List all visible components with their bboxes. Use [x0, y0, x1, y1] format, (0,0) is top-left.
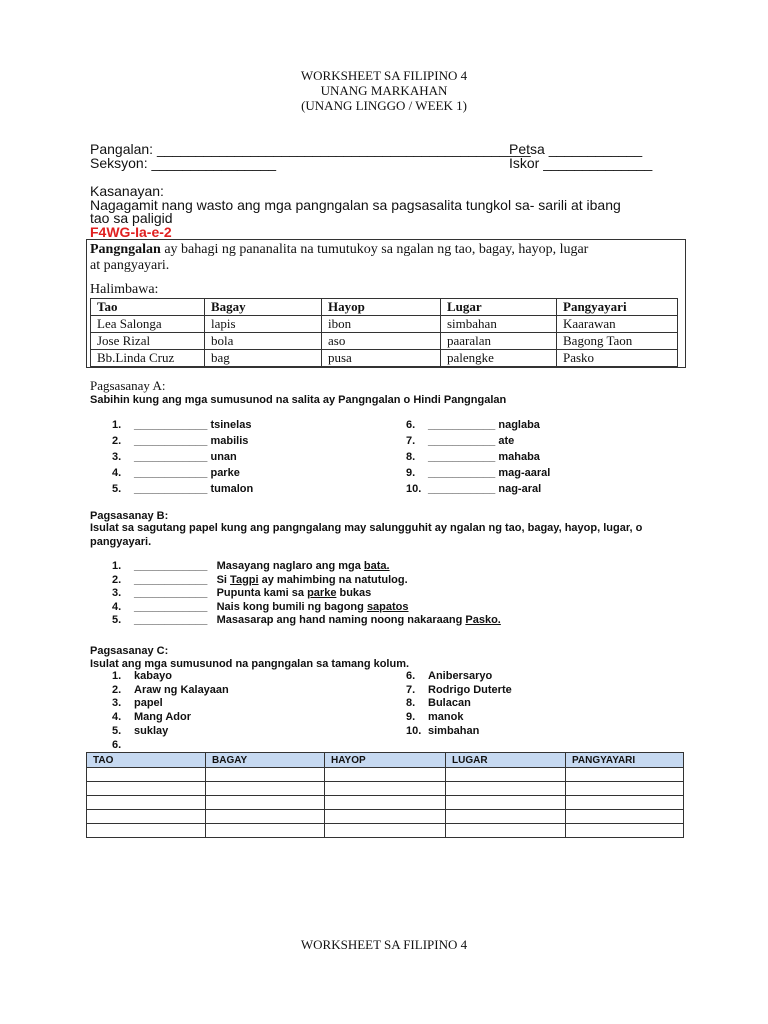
answer-cell[interactable]	[325, 824, 446, 838]
table-row	[87, 810, 684, 824]
answer-cell[interactable]	[446, 768, 566, 782]
list-item	[112, 670, 229, 684]
answer-cell[interactable]	[87, 782, 206, 796]
list-item	[406, 670, 512, 684]
kasanayan-label: Kasanayan:	[90, 183, 164, 199]
classification-header-cell: HAYOP	[325, 753, 446, 768]
answer-cell[interactable]	[325, 796, 446, 810]
example-cell: Bagong Taon	[557, 333, 678, 350]
list-item	[112, 449, 253, 465]
list-item	[112, 574, 501, 588]
item-text: manok	[428, 711, 464, 724]
answer-cell[interactable]	[566, 782, 684, 796]
item-number: 6.	[406, 670, 416, 682]
example-header-cell: Tao	[91, 299, 205, 316]
example-header-cell: Bagay	[205, 299, 322, 316]
pagsasanay-a-title: Pagsasanay A:	[90, 378, 166, 393]
pagsasanay-b-title: Pagsasanay B:	[90, 510, 169, 522]
item-blank: ____________	[134, 573, 208, 586]
table-row	[91, 316, 678, 333]
example-header-cell: Lugar	[441, 299, 557, 316]
answer-cell[interactable]	[325, 810, 446, 824]
item-text: ____________ tumalon	[134, 483, 254, 495]
item-number: 4.	[112, 467, 122, 479]
answer-cell[interactable]	[446, 824, 566, 838]
item-text: Si	[216, 573, 231, 586]
classification-header-cell: TAO	[87, 753, 206, 768]
item-text: papel	[134, 697, 163, 710]
example-cell: bag	[205, 350, 322, 367]
table-row	[87, 768, 684, 782]
item-text: Araw ng Kalayaan	[134, 683, 229, 696]
list-item	[112, 601, 501, 615]
classification-header-cell: PANGYAYARI	[566, 753, 684, 768]
item-number: 1.	[112, 560, 122, 572]
halimbawa-label: Halimbawa:	[90, 282, 159, 297]
item-blank: ____________	[134, 587, 208, 599]
answer-cell[interactable]	[446, 810, 566, 824]
example-cell: simbahan	[441, 316, 557, 333]
item-text: ___________ nag-aral	[428, 483, 542, 495]
item-text: simbahan	[428, 724, 480, 737]
list-item	[406, 725, 512, 739]
example-cell: Bb.Linda Cruz	[91, 350, 205, 367]
underlined-noun: sapatos	[366, 600, 409, 613]
pagsasanay-a-right-list	[406, 417, 550, 497]
item-text: Anibersaryo	[428, 670, 493, 682]
example-cell: palengke	[441, 350, 557, 367]
item-number: 5.	[112, 724, 122, 737]
definition-rest-1: ay bahagi ng pananalita na tumutukoy sa ngalan ng tao, bagay, hayop, lugar	[160, 242, 589, 257]
underlined-noun: Pasko.	[465, 614, 501, 626]
underlined-noun: bata.	[363, 560, 390, 572]
pagsasanay-c-title: Pagsasanay C:	[90, 645, 169, 657]
definition-rest-2: at pangyayari.	[90, 258, 170, 273]
item-number: 8.	[406, 451, 416, 463]
item-number: 5.	[112, 483, 122, 495]
answer-cell[interactable]	[325, 768, 446, 782]
answer-cell[interactable]	[566, 824, 684, 838]
item-text: ___________ naglaba	[428, 419, 540, 431]
example-cell: Kaarawan	[557, 316, 678, 333]
kasanayan-text-2: tao sa paligid	[90, 210, 173, 226]
answer-cell[interactable]	[87, 824, 206, 838]
competency-code: F4WG-Ia-e-2	[90, 224, 172, 240]
pagsasanay-b-instruction-1: Isulat sa sagutang papel kung ang pangngalang may salungguhit ay ngalan ng tao, bagay, hayop, lugar, o	[90, 522, 643, 534]
table-row	[87, 796, 684, 810]
list-item	[112, 697, 229, 711]
list-item	[112, 739, 229, 753]
answer-cell[interactable]	[206, 796, 325, 810]
example-cell: paaralan	[441, 333, 557, 350]
answer-cell[interactable]	[206, 810, 325, 824]
item-text: ___________ mahaba	[428, 451, 540, 463]
item-number: 5.	[112, 614, 122, 626]
item-number: 8.	[406, 697, 416, 710]
item-number: 6.	[112, 738, 122, 751]
answer-cell[interactable]	[325, 782, 446, 796]
pagsasanay-c-left-list	[112, 670, 229, 752]
list-item	[406, 711, 512, 725]
item-number: 3.	[112, 587, 122, 599]
example-cell: aso	[322, 333, 441, 350]
list-item	[406, 465, 550, 481]
item-text: Rodrigo Duterte	[428, 683, 512, 696]
definition-text	[87, 240, 685, 274]
list-item	[112, 417, 253, 433]
classification-table-header	[87, 753, 684, 768]
iskor-field: Iskor ______________	[509, 155, 653, 171]
list-item	[406, 481, 550, 497]
underlined-noun: Tagpi	[230, 573, 259, 586]
answer-cell[interactable]	[446, 782, 566, 796]
item-number: 4.	[112, 711, 122, 724]
footer-title: WORKSHEET SA FILIPINO 4	[300, 937, 468, 952]
item-number: 7.	[406, 683, 416, 696]
list-item	[406, 417, 550, 433]
item-text: suklay	[134, 724, 169, 737]
answer-cell[interactable]	[87, 810, 206, 824]
example-cell: Pasko	[557, 350, 678, 367]
example-cell: lapis	[205, 316, 322, 333]
item-number: 10.	[406, 483, 422, 495]
example-header-cell: Pangyayari	[557, 299, 678, 316]
example-cell: Jose Rizal	[91, 333, 205, 350]
seksyon-field: Seksyon: ________________	[90, 155, 277, 171]
item-text: Masayang naglaro ang mga	[216, 560, 364, 572]
answer-cell[interactable]	[446, 796, 566, 810]
item-number: 3.	[112, 451, 122, 463]
item-text: ____________ tsinelas	[134, 419, 252, 431]
item-text: Pupunta kami sa	[216, 587, 308, 599]
item-number: 10.	[406, 724, 422, 737]
item-text: ____________ mabilis	[134, 435, 249, 447]
answer-cell[interactable]	[206, 768, 325, 782]
table-row	[91, 350, 678, 367]
item-text: ____________ parke	[134, 467, 240, 479]
list-item	[406, 433, 550, 449]
list-item	[112, 465, 253, 481]
item-text: kabayo	[134, 670, 172, 682]
item-blank: ____________	[134, 614, 208, 626]
pagsasanay-a-instruction: Sabihin kung ang mga sumusunod na salita ay Pangngalan o Hindi Pangngalan	[90, 394, 507, 406]
example-cell: bola	[205, 333, 322, 350]
example-cell: pusa	[322, 350, 441, 367]
classification-table	[86, 752, 684, 838]
item-text: Nais kong bumili ng bagong	[216, 600, 367, 613]
item-number: 6.	[406, 419, 416, 431]
pagsasanay-c-right-list	[406, 670, 512, 739]
answer-cell[interactable]	[566, 810, 684, 824]
list-item	[112, 711, 229, 725]
pagsasanay-c-instruction: Isulat ang mga sumusunod na pangngalan sa tamang kolum.	[90, 658, 410, 670]
list-item	[112, 725, 229, 739]
item-number: 1.	[112, 419, 122, 431]
list-item	[406, 684, 512, 698]
pangalan-field: Pangalan: ________________________________________________	[90, 141, 531, 157]
item-number: 2.	[112, 435, 122, 447]
kasanayan-text-1: Nagagamit nang wasto ang mga pangngalan sa pagsasalita tungkol sa- sarili at ibang	[90, 197, 621, 213]
answer-cell[interactable]	[87, 768, 206, 782]
answer-cell[interactable]	[206, 824, 325, 838]
item-blank: ____________	[134, 600, 208, 613]
example-header-cell: Hayop	[322, 299, 441, 316]
item-number: 2.	[112, 683, 122, 696]
example-cell: ibon	[322, 316, 441, 333]
item-number: 2.	[112, 573, 122, 586]
list-item	[112, 481, 253, 497]
item-text-after: ay mahimbing na natutulog.	[258, 573, 408, 586]
definition-term: Pangngalan	[90, 242, 161, 257]
item-number: 1.	[112, 670, 122, 682]
item-text: Masasarap ang hand naming noong nakaraang	[216, 614, 466, 626]
week-title: (UNANG LINGGO / WEEK 1)	[301, 98, 467, 113]
example-table-header	[91, 299, 678, 316]
item-text: ___________ mag-aaral	[428, 467, 551, 479]
table-row	[91, 333, 678, 350]
item-text-after: bukas	[336, 587, 372, 599]
table-row	[87, 782, 684, 796]
list-item	[112, 560, 501, 574]
classification-header-cell: BAGAY	[206, 753, 325, 768]
list-item	[406, 449, 550, 465]
list-item	[112, 614, 501, 628]
list-item	[112, 433, 253, 449]
list-item	[406, 697, 512, 711]
item-number: 4.	[112, 600, 122, 613]
answer-cell[interactable]	[566, 768, 684, 782]
item-text: ___________ ate	[428, 435, 515, 447]
item-number: 9.	[406, 711, 416, 724]
answer-cell[interactable]	[206, 782, 325, 796]
underlined-noun: parke	[307, 587, 337, 599]
answer-cell[interactable]	[566, 796, 684, 810]
item-number: 3.	[112, 697, 122, 710]
item-blank: ____________	[134, 560, 208, 572]
item-number: 9.	[406, 467, 416, 479]
pagsasanay-a-left-list	[112, 417, 253, 497]
example-cell: Lea Salonga	[91, 316, 205, 333]
worksheet-title: WORKSHEET SA FILIPINO 4	[300, 68, 468, 83]
list-item	[112, 684, 229, 698]
classification-header-cell: LUGAR	[446, 753, 566, 768]
answer-cell[interactable]	[87, 796, 206, 810]
pagsasanay-b-instruction-2: pangyayari.	[90, 536, 152, 548]
item-number: 7.	[406, 435, 416, 447]
pagsasanay-b-list	[112, 560, 501, 628]
example-table	[90, 298, 678, 367]
table-row	[87, 824, 684, 838]
list-item	[112, 587, 501, 601]
item-text: Mang Ador	[134, 711, 192, 724]
petsa-field: Petsa ____________	[509, 141, 643, 157]
item-text: ____________ unan	[134, 451, 237, 463]
item-text: Bulacan	[428, 697, 471, 710]
quarter-title: UNANG MARKAHAN	[320, 83, 448, 98]
